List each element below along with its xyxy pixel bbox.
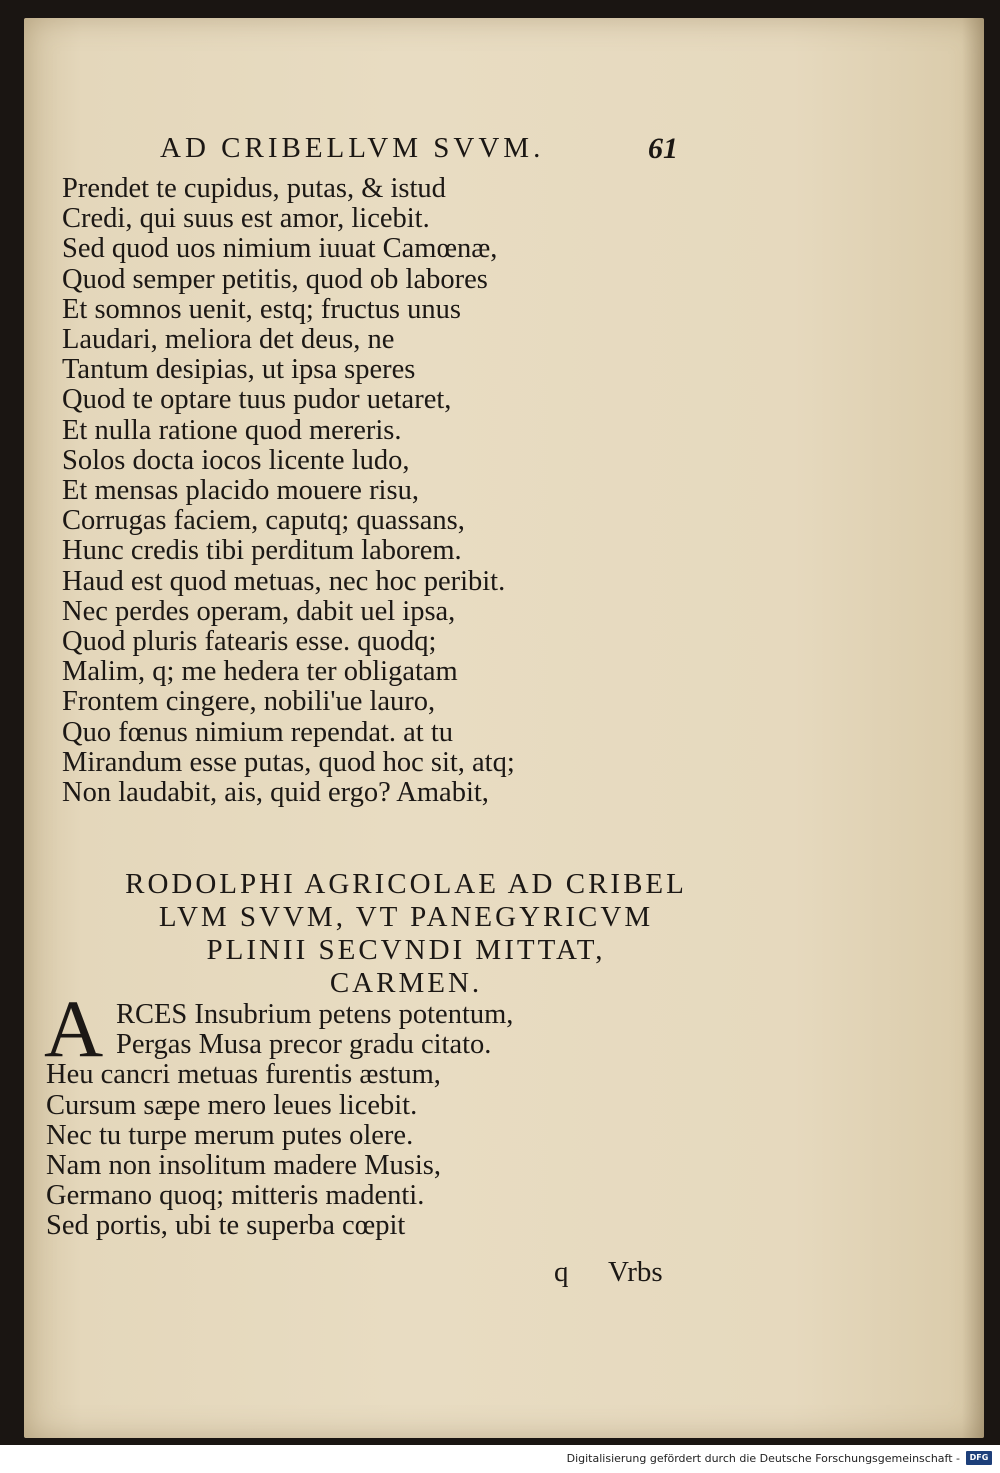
folio-number: 61 [648, 132, 678, 165]
page-edge-shadow [962, 18, 984, 1438]
verse-line: Frontem cingere, nobili'ue lauro, [62, 686, 436, 718]
verse-line: Tantum desipias, ut ipsa speres [62, 354, 416, 386]
verse-line: Quod te optare tuus pudor uetaret, [62, 384, 452, 416]
catchword: Vrbs [608, 1256, 663, 1288]
verse-line: Cursum sæpe mero leues licebit. [46, 1089, 418, 1121]
verse-line: RCES Insubrium petens potentum, [116, 999, 514, 1030]
verse-line: Solos docta iocos licente ludo, [62, 444, 410, 476]
running-head [140, 118, 680, 168]
verse-line: Laudari, meliora det deus, ne [62, 324, 395, 356]
verse-line: Et mensas placido mouere risu, [62, 475, 419, 507]
verse-line: Quod pluris fatearis esse. quodq; [62, 626, 437, 658]
verse-line: Et nulla ratione quod mereris. [62, 414, 402, 446]
heading-line: RODOLPHI AGRICOLAE AD CRIBEL [125, 868, 687, 900]
verse-line: Pergas Musa precor gradu citato. [116, 1029, 492, 1061]
verse-line: Sed quod uos nimium iuuat Camœnæ, [62, 233, 498, 265]
verse-line: Nam non insolitum madere Musis, [46, 1150, 442, 1182]
poem-one [62, 174, 515, 808]
verse-line: Non laudabit, ais, quid ergo? Amabit, [62, 777, 489, 809]
heading-line: PLINII SECVNDI MITTAT, [206, 934, 606, 966]
verse-line: Haud est quod metuas, nec hoc peribit. [62, 565, 506, 597]
poem-heading [66, 868, 746, 1000]
verse-line: Mirandum esse putas, quod hoc sit, atq; [62, 746, 515, 778]
verse-line: Prendet te cupidus, putas, & istud [62, 173, 446, 204]
signature-mark: q [554, 1256, 569, 1288]
verse-line: Malim, q; me hedera ter obligatam [62, 656, 458, 688]
drop-initial: A [44, 983, 104, 1074]
funding-notice: Digitalisierung gefördert durch die Deutsche Forschungsgemeinschaft - [566, 1452, 960, 1465]
verse-line: Nec perdes operam, dabit uel ipsa, [62, 595, 456, 627]
verse-line: Quo fœnus nimium rependat. at tu [62, 716, 454, 748]
dfg-logo: DFG [966, 1451, 992, 1465]
verse-line: Corrugas faciem, caputq; quassans, [62, 505, 465, 537]
verse-line: Et somnos uenit, estq; fructus unus [62, 293, 461, 325]
poem-two [46, 1000, 513, 1242]
verse-line: Sed portis, ubi te superba cœpit [46, 1210, 406, 1242]
heading-line: LVM SVVM, VT PANEGYRICVM [158, 901, 654, 933]
footer-bar [0, 1445, 1000, 1473]
verse-line: Hunc credis tibi perditum laborem. [62, 535, 462, 567]
running-head-title: AD CRIBELLVM SVVM. [160, 132, 545, 164]
verse-line: Credi, qui suus est amor, licebit. [62, 203, 430, 235]
verse-line: Nec tu turpe merum putes olere. [46, 1119, 414, 1151]
verse-line: Heu cancri metuas furentis æstum, [46, 1059, 441, 1091]
verse-line: Quod semper petitis, quod ob labores [62, 263, 488, 295]
verse-line: Germano quoq; mitteris madenti. [46, 1180, 425, 1212]
heading-line: CARMEN. [329, 967, 483, 999]
